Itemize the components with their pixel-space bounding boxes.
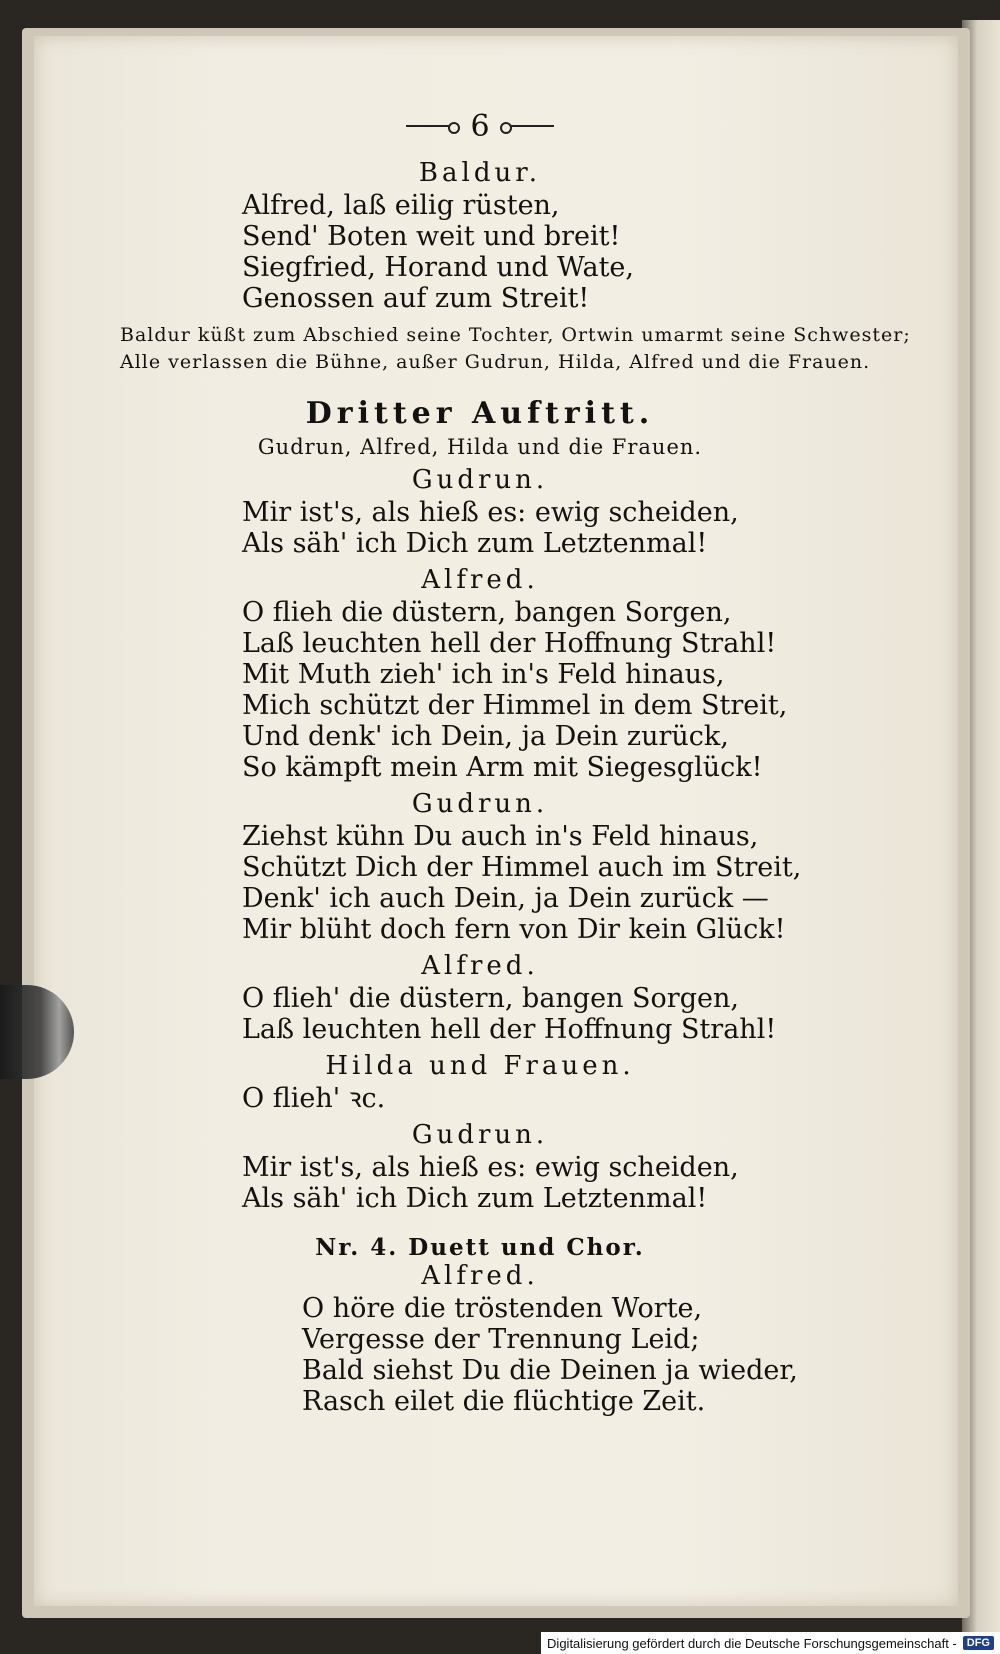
verse-line: O flieh' die düstern, bangen Sorgen,: [242, 983, 739, 1014]
speaker-name: Gudrun.: [411, 1120, 549, 1150]
verse-line: Laß leuchten hell der Hoffnung Strahl!: [242, 628, 777, 659]
verse-line: Send' Boten weit und breit!: [242, 221, 621, 252]
digitization-footer: [541, 1632, 1000, 1654]
verse-line: Mir ist's, als hieß es: ewig scheiden,: [242, 497, 739, 528]
verse-line: O flieh' ꝛc.: [242, 1083, 386, 1114]
verse-line: Mit Muth zieh' ich in's Feld hinaus,: [242, 659, 725, 690]
footer-credit: Digitalisierung gefördert durch die Deutsche Forschungsgemeinschaft -: [547, 1635, 957, 1651]
speech-block-hilda-frauen: [120, 1051, 840, 1114]
verse-line: Ziehst kühn Du auch in's Feld hinaus,: [242, 821, 759, 852]
dfg-logo: DFG: [963, 1636, 994, 1650]
speaker-name: Gudrun.: [411, 789, 549, 819]
verse-line: Als säh' ich Dich zum Letztenmal!: [242, 528, 708, 559]
speech-block-baldur: [120, 158, 840, 314]
ornament-right: [506, 125, 554, 127]
speaker-name: Baldur.: [418, 158, 542, 188]
verse-line: Mich schützt der Himmel in dem Streit,: [242, 690, 788, 721]
stage-direction-line: Baldur küßt zum Abschied seine Tochter, Ortwin umarmt seine Schwester;: [120, 324, 911, 346]
verse-line: O höre die tröstenden Worte,: [302, 1293, 703, 1324]
speech-block-alfred: [120, 951, 840, 1045]
scene-title: Dritter Auftritt.: [305, 396, 655, 431]
verse-line: Und denk' ich Dein, ja Dein zurück,: [242, 721, 729, 752]
verse-line: O flieh die düstern, bangen Sorgen,: [242, 597, 732, 628]
verse-line: Mir blüht doch fern von Dir kein Glück!: [242, 914, 786, 945]
speech-block-alfred-duet: [120, 1261, 840, 1417]
verse-line: Denk' ich auch Dein, ja Dein zurück —: [242, 883, 769, 914]
speaker-name: Alfred.: [421, 951, 539, 981]
verse-line: Genossen auf zum Streit!: [242, 283, 590, 314]
stage-direction: [120, 322, 911, 376]
speaker-name: Alfred.: [421, 1261, 539, 1291]
verse-line: Als säh' ich Dich zum Letztenmal!: [242, 1183, 708, 1214]
number-heading: Nr. 4. Duett und Chor.: [315, 1234, 645, 1261]
speech-block-gudrun: [120, 465, 840, 559]
ornament-left: [406, 125, 454, 127]
verse-line: Mir ist's, als hieß es: ewig scheiden,: [242, 1152, 739, 1183]
speaker-name: Alfred.: [421, 565, 539, 595]
verse-line: So kämpft mein Arm mit Siegesglück!: [242, 752, 763, 783]
speech-block-alfred: [120, 565, 840, 783]
page-number: 6: [470, 108, 490, 144]
page-content: [120, 100, 911, 1417]
verse-line: Schützt Dich der Himmel auch im Streit,: [242, 852, 802, 883]
verse-line: Rasch eilet die flüchtige Zeit.: [302, 1386, 706, 1417]
speaker-name: Gudrun.: [411, 465, 549, 495]
verse-line: Vergesse der Trennung Leid;: [302, 1324, 700, 1355]
scene-cast: Gudrun, Alfred, Hilda und die Frauen.: [257, 435, 703, 459]
verse-line: Bald siehst Du die Deinen ja wieder,: [302, 1355, 798, 1386]
speaker-name: Hilda und Frauen.: [325, 1051, 635, 1081]
stage-direction-line: Alle verlassen die Bühne, außer Gudrun, Hilda, Alfred und die Frauen.: [120, 351, 871, 373]
page-header: [120, 100, 840, 152]
speech-block-gudrun: [120, 789, 840, 945]
speech-block-gudrun: [120, 1120, 840, 1214]
verse-line: Alfred, laß eilig rüsten,: [242, 190, 560, 221]
verse-line: Laß leuchten hell der Hoffnung Strahl!: [242, 1014, 777, 1045]
verse-line: Siegfried, Horand und Wate,: [242, 252, 634, 283]
